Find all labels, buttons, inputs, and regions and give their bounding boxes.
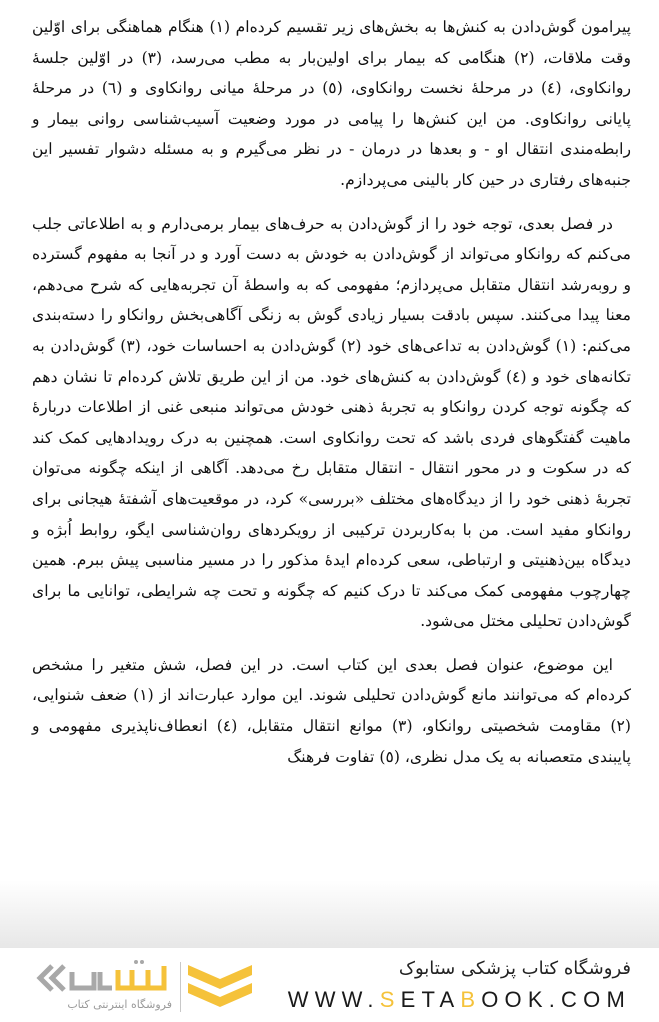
- url-part-highlight-s: S: [379, 987, 401, 1012]
- logo-tagline: فروشگاه اینترنتی کتاب: [67, 998, 172, 1011]
- bottom-fade-overlay: [0, 880, 659, 950]
- url-part-eta: ETA: [400, 987, 461, 1012]
- url-part-suffix: OOK.COM: [481, 987, 631, 1012]
- store-brand-text: [288, 956, 631, 1015]
- setabook-wordmark-icon: [32, 958, 172, 998]
- store-watermark-banner: [0, 948, 659, 1022]
- paragraph-2: در فصل بعدی، توجه خود را از گوش‌دادن به حرف‌های بیمار برمی‌دارم و به اطلاعاتی جلب می‌کنم که روانکاو می‌تواند از گوش‌دادن به خودش به دست آورد و در آنجا به مفهوم گسترده و روبه‌رشد انتقال متقابل می‌پردازم؛ مفهومی که به واسطهٔ آن تجربه‌هایی که شرح می‌دهم، معنا پیدا می‌کنند. سپس بادقت بسیار زیادی گوش به زنگی آگاهی‌بخش روانکاو را دسته‌بندی می‌کنم: (۱) گوش‌دادن به تداعی‌های خود (۲) گوش‌دادن به احساسات خود، (۳) گوش‌دادن به تکانه‌های خود و (٤) گوش‌دادن به کنش‌های خود. من از این طریق تلاش کرده‌ام تا نشان دهم که چگونه توجه کردن روانکاو به تجربهٔ ذهنی خودش می‌تواند منبعی غنی از اطلاعات دربارهٔ ماهیت گفتگوهای فردی باشد که تحت روانکاوی است. همچنین به درک رویدادهایی کمک کند که در سکوت و در محور انتقال - انتقال متقابل رخ می‌دهد. آگاهی از اینکه چگونه می‌توان تجربهٔ ذهنی خود را از دیدگاه‌های مختلف «بررسی» کرد، در موقعیت‌های آشفتهٔ هیجانی برای روانکاو مفید است. من با به‌کاربردن ترکیبی از رویکردهای روان‌شناسی ایگو، روابط اُبژه و دیدگاه بین‌ذهنیتی و ارتباطی، سعی کرده‌ام ایدهٔ مذکور را در مسیر مناسبی پیش ببرم. همین چهارچوب مفهومی کمک می‌کند تا درک کنیم که چگونه و تحت چه شرایطی، توانایی ما برای گوش‌دادن تحلیلی مختل می‌شود.: [32, 214, 631, 631]
- store-name: فروشگاه کتاب پزشکی ستابوک: [398, 958, 631, 979]
- paragraph-3: این موضوع، عنوان فصل بعدی این کتاب است. در این فصل، شش متغیر را مشخص کرده‌ام که می‌توانند مانع گوش‌دادن تحلیلی شوند. این موارد عبارت‌اند از (۱) ضعف شنوایی، (۲) مقاومت شخصیتی روانکاو، (۳) موانع انتقال متقابل، (٤) انعطاف‌ناپذیری مفهومی و پایبندی متعصبانه به یک مدل نظری، (٥) تفاوت فرهنگ: [32, 655, 632, 766]
- logo-divider: [180, 962, 181, 1012]
- url-part-highlight-b: B: [460, 987, 482, 1012]
- paragraph-1: پیرامون گوش‌دادن به کنش‌ها به بخش‌های زیر تقسیم کرده‌ام (۱) هنگام هماهنگی برای اوّلین وقت ملاقات، (۲) هنگامی که بیمار برای اولین‌بار به مطب می‌رسد، (۳) در اوّلین جلسهٔ روانکاوی، (٤) در مرحلهٔ نخست روانکاوی، (٥) در مرحلهٔ میانی روانکاوی و (٦) در مرحلهٔ پایانی روانکاوی. من این کنش‌ها را پیامی در مورد وضعیت آسیب‌شناسی روانی بیمار و رابطه‌مندی انتقال او - و بعدها در درمان - در نظر می‌گیرم و به مسئله دشوار تفسیر این جنبه‌های رفتاری در حین کار بالینی می‌پردازم.: [32, 18, 632, 189]
- page-body-text: [32, 12, 631, 785]
- url-part-prefix: WWW.: [287, 987, 380, 1012]
- setabook-chevron-emblem-icon: [188, 961, 252, 1015]
- store-url: [288, 985, 631, 1015]
